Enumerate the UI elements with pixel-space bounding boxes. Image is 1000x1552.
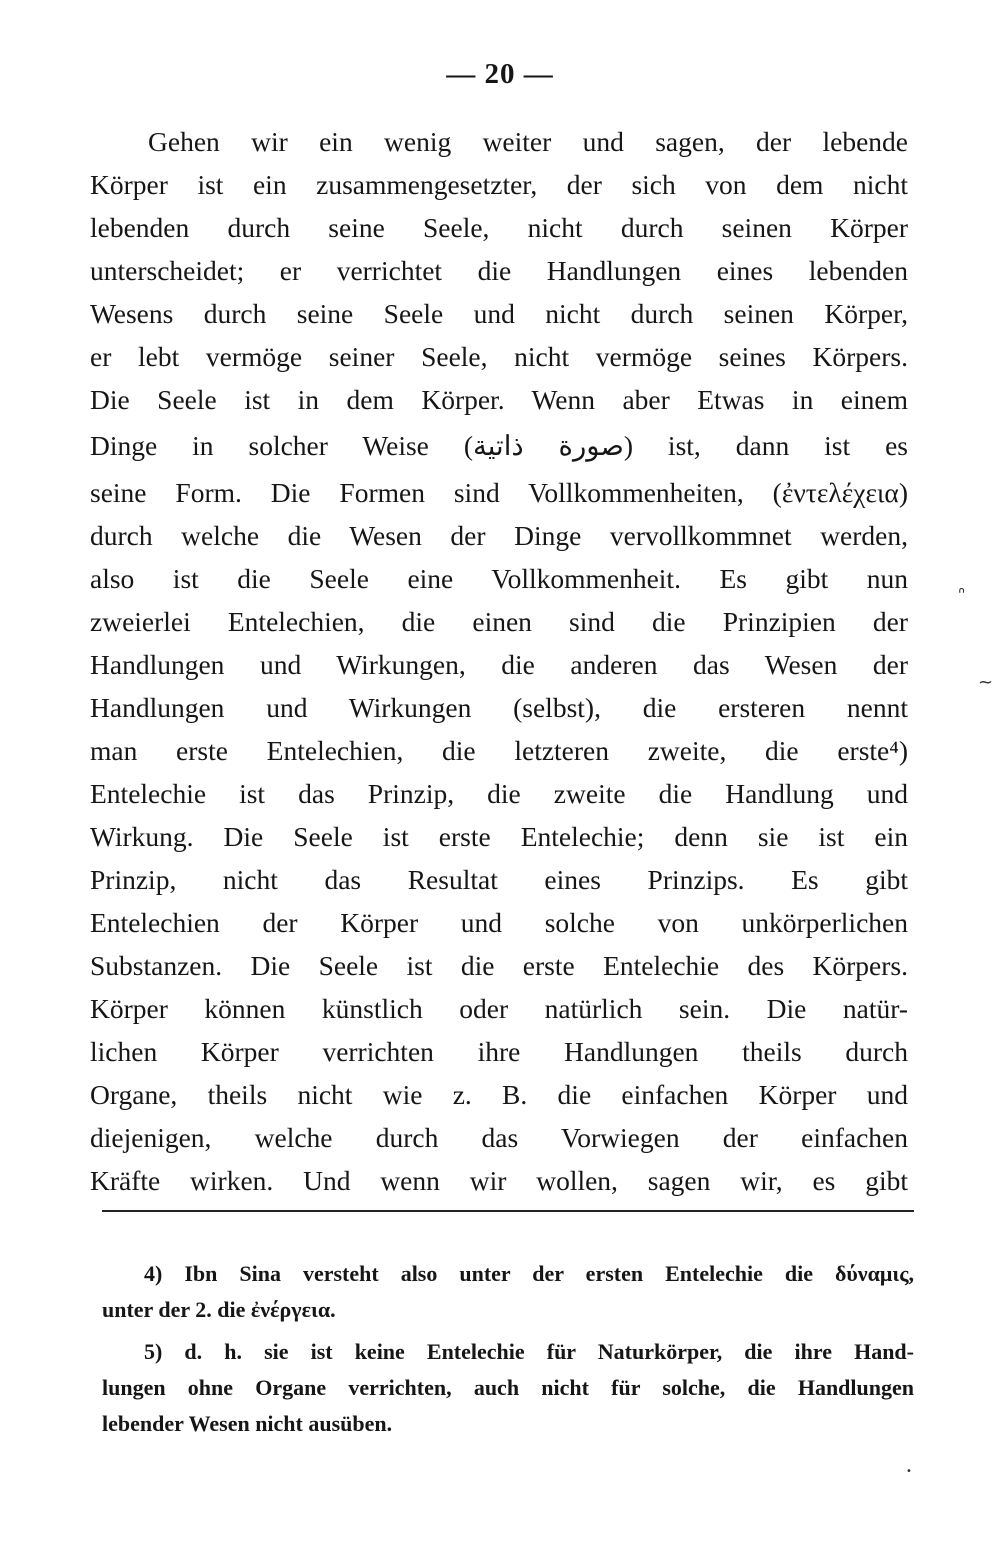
body-line: Organe, theils nicht wie z. B. die einfachen Körper und bbox=[90, 1079, 908, 1110]
body-line: Handlungen und Wirkungen, die anderen das Wesen der bbox=[90, 649, 908, 680]
footnote-4 bbox=[102, 1256, 914, 1328]
body-line: Entelechie ist das Prinzip, die zweite die Handlung und bbox=[90, 778, 908, 809]
body-line: diejenigen, welche durch das Vorwiegen der einfachen bbox=[90, 1122, 908, 1153]
page-number: — 20 — bbox=[446, 58, 554, 90]
body-line: Wesens durch seine Seele und nicht durch seinen Körper, bbox=[90, 298, 908, 329]
body-line: Körper ist ein zusammengesetzter, der sich von dem nicht bbox=[90, 169, 908, 200]
body-line: lebenden durch seine Seele, nicht durch seinen Körper bbox=[90, 212, 908, 243]
footnote-line: lebender Wesen nicht ausüben. bbox=[102, 1411, 393, 1436]
footnote-line: lungen ohne Organe verrichten, auch nicht für solche, die Handlungen bbox=[102, 1375, 914, 1400]
body-line: unterscheidet; er verrichtet die Handlungen eines lebenden bbox=[90, 255, 908, 286]
body-line: Gehen wir ein wenig weiter und sagen, der lebende bbox=[148, 126, 908, 157]
footnote-divider bbox=[102, 1210, 914, 1212]
body-line: Entelechien der Körper und solche von unkörperlichen bbox=[90, 907, 908, 938]
body-line: Die Seele ist in dem Körper. Wenn aber Etwas in einem bbox=[90, 384, 908, 415]
body-line: man erste Entelechien, die letzteren zweite, die erste⁴) bbox=[90, 735, 908, 766]
body-line: Körper können künstlich oder natürlich sein. Die natür- bbox=[90, 993, 908, 1024]
body-line: lichen Körper verrichten ihre Handlungen theils durch bbox=[90, 1036, 908, 1067]
margin-mark: ~ bbox=[978, 672, 994, 693]
body-line: also ist die Seele eine Vollkommenheit. Es gibt nun bbox=[90, 563, 908, 594]
footnote-line: 4) Ibn Sina versteht also unter der ersten Entelechie die δύναμις, bbox=[144, 1261, 914, 1286]
footnote-5 bbox=[102, 1334, 914, 1442]
body-line: seine Form. Die Formen sind Vollkommenheiten, (ἐντελέχεια) bbox=[90, 477, 908, 508]
body-line: zweierlei Entelechien, die einen sind die Prinzipien der bbox=[90, 606, 908, 637]
body-text bbox=[90, 120, 908, 1202]
margin-mark: ᐢ bbox=[958, 584, 966, 605]
footnote-line: unter der 2. die ἐνέργεια. bbox=[102, 1297, 336, 1322]
body-line: Wirkung. Die Seele ist erste Entelechie; denn sie ist ein bbox=[90, 821, 908, 852]
body-line: Kräfte wirken. Und wenn wir wollen, sagen wir, es gibt bbox=[90, 1165, 908, 1196]
body-line: er lebt vermöge seiner Seele, nicht vermöge seines Körpers. bbox=[90, 341, 908, 372]
footnote-line: 5) d. h. sie ist keine Entelechie für Naturkörper, die ihre Hand- bbox=[144, 1339, 914, 1364]
body-line: Prinzip, nicht das Resultat eines Prinzips. Es gibt bbox=[90, 864, 908, 895]
margin-mark: • bbox=[906, 1466, 912, 1477]
body-line: Handlungen und Wirkungen (selbst), die ersteren nennt bbox=[90, 692, 908, 723]
footnotes bbox=[102, 1256, 914, 1442]
body-line: Substanzen. Die Seele ist die erste Entelechie des Körpers. bbox=[90, 950, 908, 981]
body-line: Dinge in solcher Weise (صورة ذاتية) ist, dann ist es bbox=[90, 430, 909, 461]
body-line: durch welche die Wesen der Dinge vervollkommnet werden, bbox=[90, 520, 908, 551]
